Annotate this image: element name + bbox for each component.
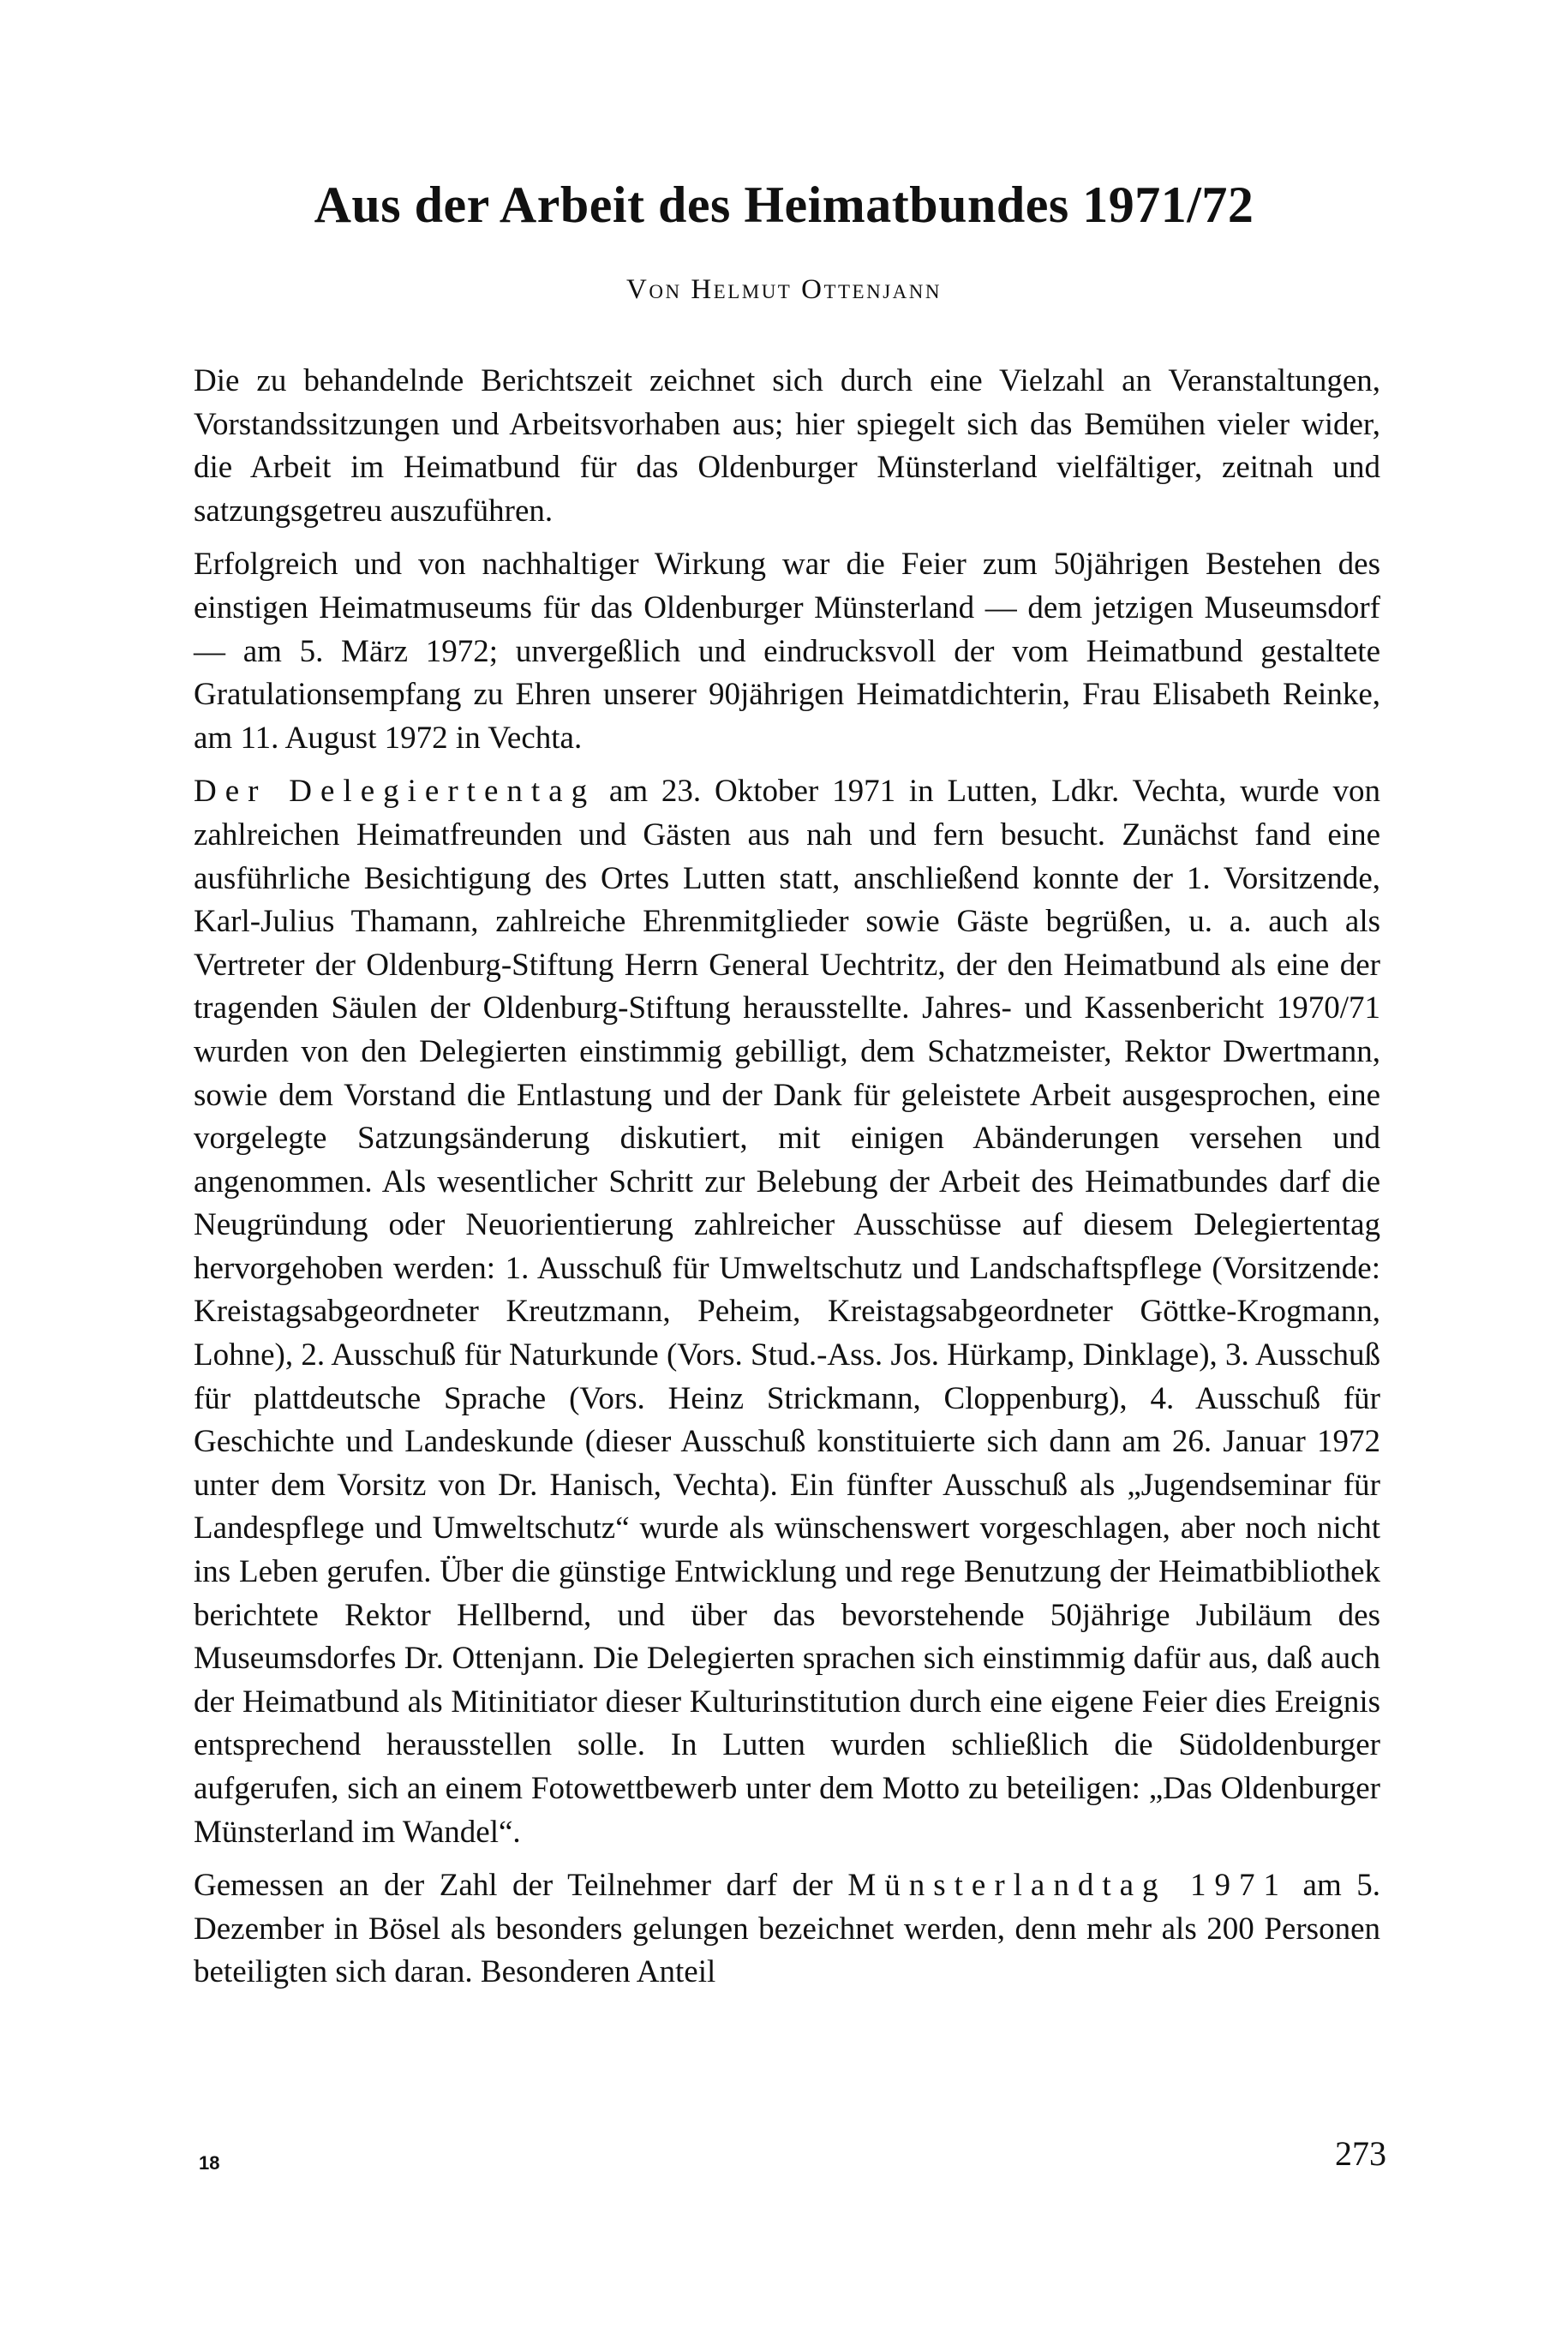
- muensterlandtag-intro: Gemessen an der Zahl der Teilnehmer darf der: [194, 1868, 848, 1904]
- muensterlandtag-heading: Münsterlandtag 1971: [847, 1868, 1289, 1904]
- page-number: 273: [1335, 2134, 1386, 2173]
- delegiertentag-text: am 23. Oktober 1971 in Lutten, Ldkr. Vechta, wurde von zahlreichen Heimatfreunden und Gästen aus nah und fern besucht. Zunächst fand eine ausführliche Besichtigung des Ortes Lutten statt, anschließend konnte der 1. Vorsitzende, Karl-Julius Thamann, zahlreiche Ehrenmitglieder sowie Gäste begrüßen, u. a. auch als Vertreter der Oldenburg-Stiftung Herrn General Uechtritz, der den Heimatbund als eine der tragenden Säulen der Oldenburg-Stiftung herausstellte. Jahres- und Kassenbericht 1970/71 wurden von den Delegierten einstimmig gebilligt, dem Schatzmeister, Rektor Dwertmann, sowie dem Vorstand die Entlastung und der Dank für geleistete Arbeit ausgesprochen, eine vorgelegte Satzungsänderung diskutiert, mit einigen Abänderungen versehen und angenommen. Als wesentlicher Schritt zur Belebung der Arbeit des Heimatbundes darf die Neugründung oder Neuorientierung zahlreicher Ausschüsse auf diesem Delegiertentag hervorgehoben werden: 1. Ausschuß für Umweltschutz und Landschaftspflege (Vorsitzende: Kreistagsabgeordneter Kreutzmann, Peheim, Kreistagsabgeordneter Göttke-Krogmann, Lohne), 2. Ausschuß für Naturkunde (Vors. Stud.-Ass. Jos. Hürkamp, Dinklage), 3. Ausschuß für plattdeutsche Sprache (Vors. Heinz Strickmann, Cloppenburg), 4. Ausschuß für Geschichte und Landeskunde (dieser Ausschuß konstituierte sich dann am 26. Januar 1972 unter dem Vorsitz von Dr. Hanisch, Vechta). Ein fünfter Ausschuß als „Jugendseminar für Landespflege und Umweltschutz“ wurde als wünschenswert vorgeschlagen, aber noch nicht ins Leben gerufen. Über die günstige Entwicklung und rege Benutzung der Heimatbibliothek berichtete Rektor Hellbernd, und über das bevorstehende 50jährige Jubiläum des Museumsdorfes Dr. Ottenjann. Die Delegierten sprachen sich einstimmig dafür aus, daß auch der Heimatbund als Mitinitiator dieser Kulturinstitution durch eine eigene Feier dies Ereignis entsprechend herausstellen solle. In Lutten wurden schließlich die Südoldenburger aufgerufen, sich an einem Fotowettbewerb unter dem Motto zu beteiligen: „Das Oldenburger Münsterland im Wandel“.: [194, 774, 1380, 1850]
- article-body: [194, 360, 1380, 2005]
- delegiertentag-heading: Der Delegiertentag: [194, 774, 596, 810]
- paragraph-delegiertentag: [194, 770, 1380, 1854]
- author-byline: Von Helmut Ottenjann: [626, 274, 942, 305]
- page-title: Aus der Arbeit des Heimatbundes 1971/72: [314, 176, 1254, 233]
- signature-mark: 18: [199, 2152, 220, 2174]
- muensterlandtag-text: am 5. Dezember in Bösel als besonders gelungen bezeichnet werden, denn mehr als 200 Personen beteiligten sich daran. Besonderen Anteil: [194, 1868, 1381, 1990]
- paragraph-anniversary: Erfolgreich und von nachhaltiger Wirkung war die Feier zum 50jährigen Bestehen des einstigen Heimatmuseums für das Oldenburger Münsterland — dem jetzigen Museumsdorf — am 5. März 1972; unvergeßlich und eindrucksvoll der vom Heimatbund gestaltete Gratulationsempfang zu Ehren unserer 90jährigen Heimatdichterin, Frau Elisabeth Reinke, am 11. August 1972 in Vechta.: [194, 547, 1380, 756]
- paragraph-muensterlandtag: [194, 1864, 1380, 1995]
- paragraph-intro: Die zu behandelnde Berichtszeit zeichnet sich durch eine Vielzahl an Veranstaltungen, Vorstandssitzungen und Arbeitsvorhaben aus; hier spiegelt sich das Bemühen vieler wider, die Arbeit im Heimatbund für das Oldenburger Münsterland vielfältiger, zeitnah und satzungsgetreu auszuführen.: [194, 363, 1380, 529]
